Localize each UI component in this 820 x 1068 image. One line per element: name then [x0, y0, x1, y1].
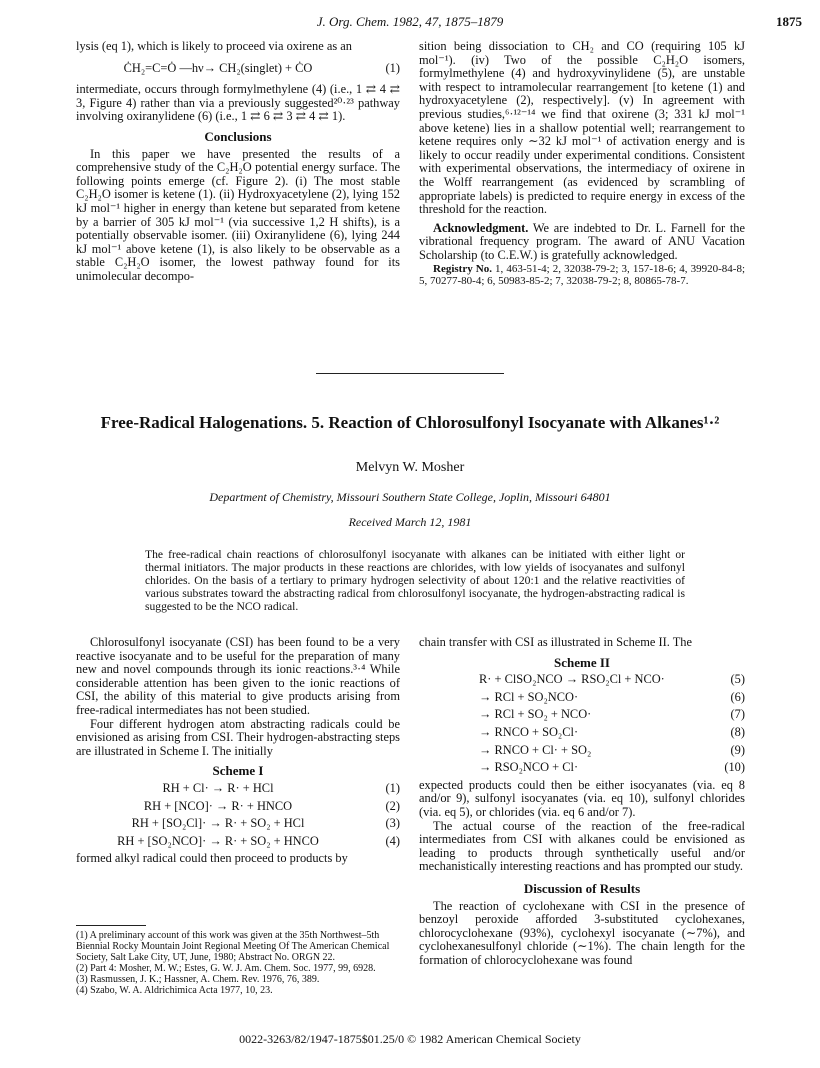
scheme-equation	[76, 782, 400, 796]
equation-number: (4)	[385, 833, 400, 848]
scheme-equation	[479, 691, 745, 705]
section-heading-conclusions: Conclusions	[204, 128, 272, 144]
scheme-1-heading: Scheme I	[212, 763, 264, 779]
paragraph: sition being dissociation to CH₂ and CO (requiring 105 kJ mol⁻¹). (iv) Two of the possible C₂H₂O isomers, formylmethylene (4) and hydroxyvinylidene (5), are unstable with respect to intramolecular rearrangement [to ketene (1) and hydroxyacetylene (2), respectively]. (v) In agreement with previous studies,⁶·¹²⁻¹⁴ we find that oxirene (3; 331 kJ mol⁻¹ above ketene) lies in a shallow potential well; rearrangement to ketene requires only ∼32 kJ mol⁻¹ of activation energy and is likely to occur readily under experimental conditions. Consistent with experimental observations, the intermediacy of oxirene in the Wolff rearrangement (as evidenced by scrambling of appropriate labels) is predicted to require energy in excess of the threshold for the reaction.	[419, 39, 745, 217]
equation-number: (10)	[724, 760, 745, 775]
scheme-equation	[479, 761, 745, 775]
equation-number: (8)	[730, 724, 745, 739]
copyright-footer: 0022-3263/82/1947-1875$01.25/0 © 1982 American Chemical Society	[239, 1032, 581, 1046]
equation-number: (3)	[385, 816, 400, 831]
journal-citation: J. Org. Chem. 1982, 47, 1875–1879	[316, 14, 504, 29]
scheme-equation	[76, 817, 400, 831]
author: Melvyn W. Mosher	[355, 460, 465, 475]
registry-numbers	[419, 263, 745, 288]
scheme-2-heading: Scheme II	[554, 654, 610, 670]
paragraph: In this paper we have presented the results of a comprehensive study of the C₂H₂O potential energy surface. The following points emerge (cf. Figure 2). (i) The most stable C₂H₂O isomer is ketene (1). (ii) Hydroxyacetylene (2), lying 152 kJ mol⁻¹ higher in energy than ketene but separated from ketene by a barrier of 305 kJ mol⁻¹ (via successive 1,2 H shifts), is a potentially observable isomer. (iii) Oxiranylidene (6), lying 244 kJ mol⁻¹ above ketene (1), is also likely to be observable as a stable C₂H₂O isomer, the lowest pathway found for its unimolecular decompo-	[76, 146, 400, 283]
footnote-divider	[76, 925, 146, 926]
equation-text: ĊH₂=C=Ȯ —hν→ CH₂(singlet) + ĊO	[123, 60, 313, 75]
equation-text: → RSO₂NCO + Cl·	[479, 760, 579, 775]
registry-text: 1, 463-51-4; 2, 32038-79-2; 3, 157-18-6; 4, 39920-84-8; 5, 70277-80-4; 6, 50983-85-2; 7, 32038-79-2; 8, 80865-78-7.	[419, 262, 745, 287]
equation-number: (9)	[730, 742, 745, 757]
scheme-1	[76, 782, 400, 848]
scheme-equation	[76, 835, 400, 849]
equation-text: RH + [SO₂NCO]· → R· + SO₂ + HNCO	[117, 833, 319, 848]
equation-text: → RNCO + Cl· + SO₂	[479, 742, 592, 757]
equation-number: (2)	[385, 798, 400, 813]
paragraph: lysis (eq 1), which is likely to proceed via oxirene as an	[76, 39, 352, 53]
paragraph: formed alkyl radical could then proceed to products by	[76, 851, 348, 866]
footnote: (2) Part 4: Mosher, M. W.; Estes, G. W. J. Am. Chem. Soc. 1977, 99, 6928.	[76, 963, 376, 974]
registry-label: Registry No.	[433, 262, 492, 275]
top-left-column	[76, 40, 400, 284]
scheme-equation	[76, 800, 400, 814]
equation-text: → RCl + SO₂ + NCO·	[479, 707, 592, 722]
paragraph: expected products could then be either isocyanates (via. eq 8 and/or 9), sulfonyl isocyanates (via. eq 10), sulfonyl chlorides (via. eq 5), or chlorides (via. eq 6 and/or 7).	[419, 777, 745, 819]
equation-1	[76, 62, 400, 76]
equation-text: → RCl + SO₂NCO·	[479, 689, 579, 704]
acknowledgment-text: We are indebted to Dr. L. Farnell for the vibrational frequency program. The award of ANU Vacation Scholarship (to C.E.W.) is gratefully acknowledged.	[419, 220, 745, 262]
equation-text: RH + [NCO]· → R· + HNCO	[143, 798, 293, 813]
footnote: (4) Szabo, W. A. Aldrichimica Acta 1977, 10, 23.	[76, 985, 273, 996]
received-date: Received March 12, 1981	[348, 515, 472, 529]
section-heading-discussion: Discussion of Results	[523, 880, 641, 896]
equation-text: RH + Cl· → R· + HCl	[162, 780, 274, 795]
footnote: (3) Rasmussen, J. K.; Hassner, A. Chem. Rev. 1976, 76, 389.	[76, 974, 320, 985]
paragraph: Four different hydrogen atom abstracting radicals could be envisioned as arising from CSI. Their hydrogen-abstracting steps are illustrated in Scheme I. The initially	[76, 716, 400, 758]
page-number: 1875	[776, 14, 802, 29]
section-divider	[316, 373, 504, 374]
paragraph: The reaction of cyclohexane with CSI in the presence of benzoyl peroxide afforded 3-substituted cyclohexanes, chlorocyclohexane (93%), cyclohexyl isocyanate (∼7%), and cyclohexanesulfonyl chloride (∼1%). The chain length for the formation of chlorocyclohexane was found	[419, 898, 745, 967]
paragraph: Chlorosulfonyl isocyanate (CSI) has been found to be a very reactive isocyanate and to be useful for the preparation of many new and novel compounds through its ionic reactions.³·⁴ While considerable attention has been given to the ionic reactions of CSI, the ability of this material to give products arising from free-radical intermediates has not been studied.	[76, 635, 400, 717]
footnote: (1) A preliminary account of this work was given at the 35th Northwest–5th Biennial Rocky Mountain Joint Regional Meeting Of The American Chemical Society, Salt Lake City, UT, June, 1980; Abstract No. ORGN 22.	[76, 930, 390, 963]
paragraph: intermediate, occurs through formylmethylene (4) (i.e., 1 ⇄ 4 ⇄ 3, Figure 4) rather than via a previously suggested²⁰·²³ pathway involving oxiranylidene (6) (i.e., 1 ⇄ 6 ⇄ 3 ⇄ 4 ⇄ 1).	[76, 82, 400, 124]
equation-number: (6)	[730, 689, 745, 704]
top-right-column	[419, 40, 745, 288]
equation-number: (7)	[730, 707, 745, 722]
article-title: Free-Radical Halogenations. 5. Reaction of Chlorosulfonyl Isocyanate with Alkanes¹·²	[100, 413, 720, 432]
equation-number: (1)	[385, 60, 400, 75]
abstract: The free-radical chain reactions of chlorosulfonyl isocyanate with alkanes can be initiated with either light or thermal initiators. The major products in these reactions are chlorides, with low yields of isocyanates and sulfonyl chlorides. On the basis of a tertiary to primary hydrogen selectivity of about 120:1 and the relative reactivities of various substrates toward the abstracting radical from chlorosulfonyl isocyanate, the hydrogen-abstracting radical is suggested to be the NCO radical.	[145, 548, 685, 613]
footnotes	[76, 930, 400, 996]
acknowledgment-label: Acknowledgment.	[433, 220, 529, 235]
scheme-equation	[479, 708, 745, 722]
scheme-equation	[479, 726, 745, 740]
scheme-equation	[479, 673, 745, 687]
bottom-right-column	[419, 636, 745, 967]
equation-text: → RNCO + SO₂Cl·	[479, 724, 579, 739]
equation-text: RH + [SO₂Cl]· → R· + SO₂ + HCl	[131, 816, 305, 831]
paragraph: The actual course of the reaction of the free-radical intermediates from CSI with alkanes could be envisioned as leading to products through synthetically useful and/or mechanistically interesting reactions and has prompted our study.	[419, 818, 745, 874]
scheme-2	[419, 673, 745, 775]
equation-number: (5)	[730, 672, 745, 687]
acknowledgment	[419, 222, 745, 263]
paragraph: chain transfer with CSI as illustrated in Scheme II. The	[419, 635, 692, 649]
equation-text: R· + ClSO₂NCO → RSO₂Cl + NCO·	[479, 672, 665, 687]
scheme-equation	[479, 744, 745, 758]
affiliation: Department of Chemistry, Missouri Southern State College, Joplin, Missouri 64801	[209, 490, 611, 504]
equation-number: (1)	[385, 780, 400, 795]
bottom-left-column	[76, 636, 400, 866]
